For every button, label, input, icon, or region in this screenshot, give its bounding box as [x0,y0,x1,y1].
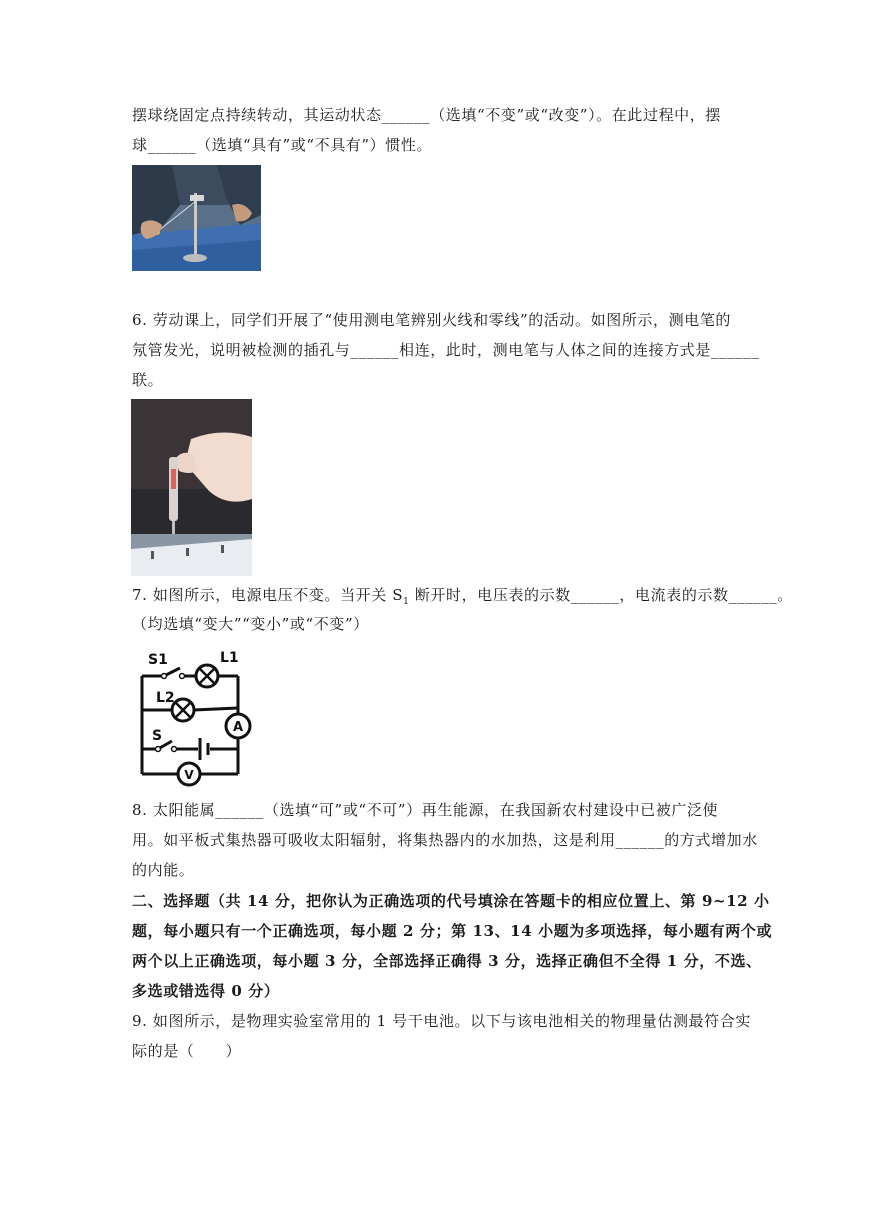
section-2-line-3: 两个以上正确选项，每小题 3 分，全部选择正确得 3 分，选择正确但不全得 1 分，不选、 [132,952,762,970]
q9-line-1: 9. 如图所示，是物理实验室常用的 1 号干电池。以下与该电池相关的物理量估测最符合实 [132,1012,751,1030]
q6-line-1: 6. 劳动课上，同学们开展了“使用测电笔辨别火线和零线”的活动。如图所示，测电笔的 [132,311,732,329]
section-2-line-4: 多选或错选得 0 分） [132,982,280,1000]
test-pen-photo [131,399,252,576]
lamp-l2-label: L2 [156,690,175,706]
q9-line-2: 际的是（ ） [132,1042,242,1060]
switch-s-label: S [152,728,163,744]
switch-s1-label: S1 [148,652,168,668]
q5-line-1: 摆球绕固定点持续转动，其运动状态______（选填“不变”或“改变”）。在此过程中，摆 [132,106,721,124]
q7-line-1-text-b: 断开时，电压表的示数______，电流表的示数______。 [409,586,793,604]
q8-line-2: 用。如平板式集热器可吸收太阳辐射，将集热器内的水加热，这是利用______的方式增加水 [132,831,758,849]
q7-line-2: （均选填“变大”“变小”或“不变”） [132,615,369,633]
q5-line-2: 球______（选填“具有”或“不具有”）惯性。 [132,136,433,154]
lamp-l1-label: L1 [220,650,239,666]
q7-line-1 [132,585,793,612]
q6-line-2: 氖管发光，说明被检测的插孔与______相连，此时，测电笔与人体之间的连接方式是______ [132,341,760,359]
voltmeter-label: V [184,768,194,782]
pendulum-photo [132,165,261,271]
ammeter-label: A [232,720,244,735]
ammeter-icon [226,714,250,738]
q8-line-1: 8. 太阳能属______（选填“可”或“不可”）再生能源，在我国新农村建设中已被广泛使 [132,801,719,819]
circuit-diagram [134,648,252,788]
section-2-line-2: 题，每小题只有一个正确选项，每小题 2 分；第 13、14 小题为多项选择，每小题有两个或 [132,922,773,940]
q8-line-3: 的内能。 [132,861,195,879]
voltmeter-icon [178,763,200,785]
lamp-l1-icon [196,665,218,687]
section-2-line-1: 二、选择题（共 14 分，把你认为正确选项的代号填涂在答题卡的相应位置上、第 9~12 小 [132,892,770,910]
lamp-l2-icon [172,699,194,721]
q7-line-1-text-a: 7. 如图所示，电源电压不变。当开关 S [132,586,404,604]
q7-switch-subscript: 1 [403,597,410,607]
q6-line-3: 联。 [132,371,164,389]
